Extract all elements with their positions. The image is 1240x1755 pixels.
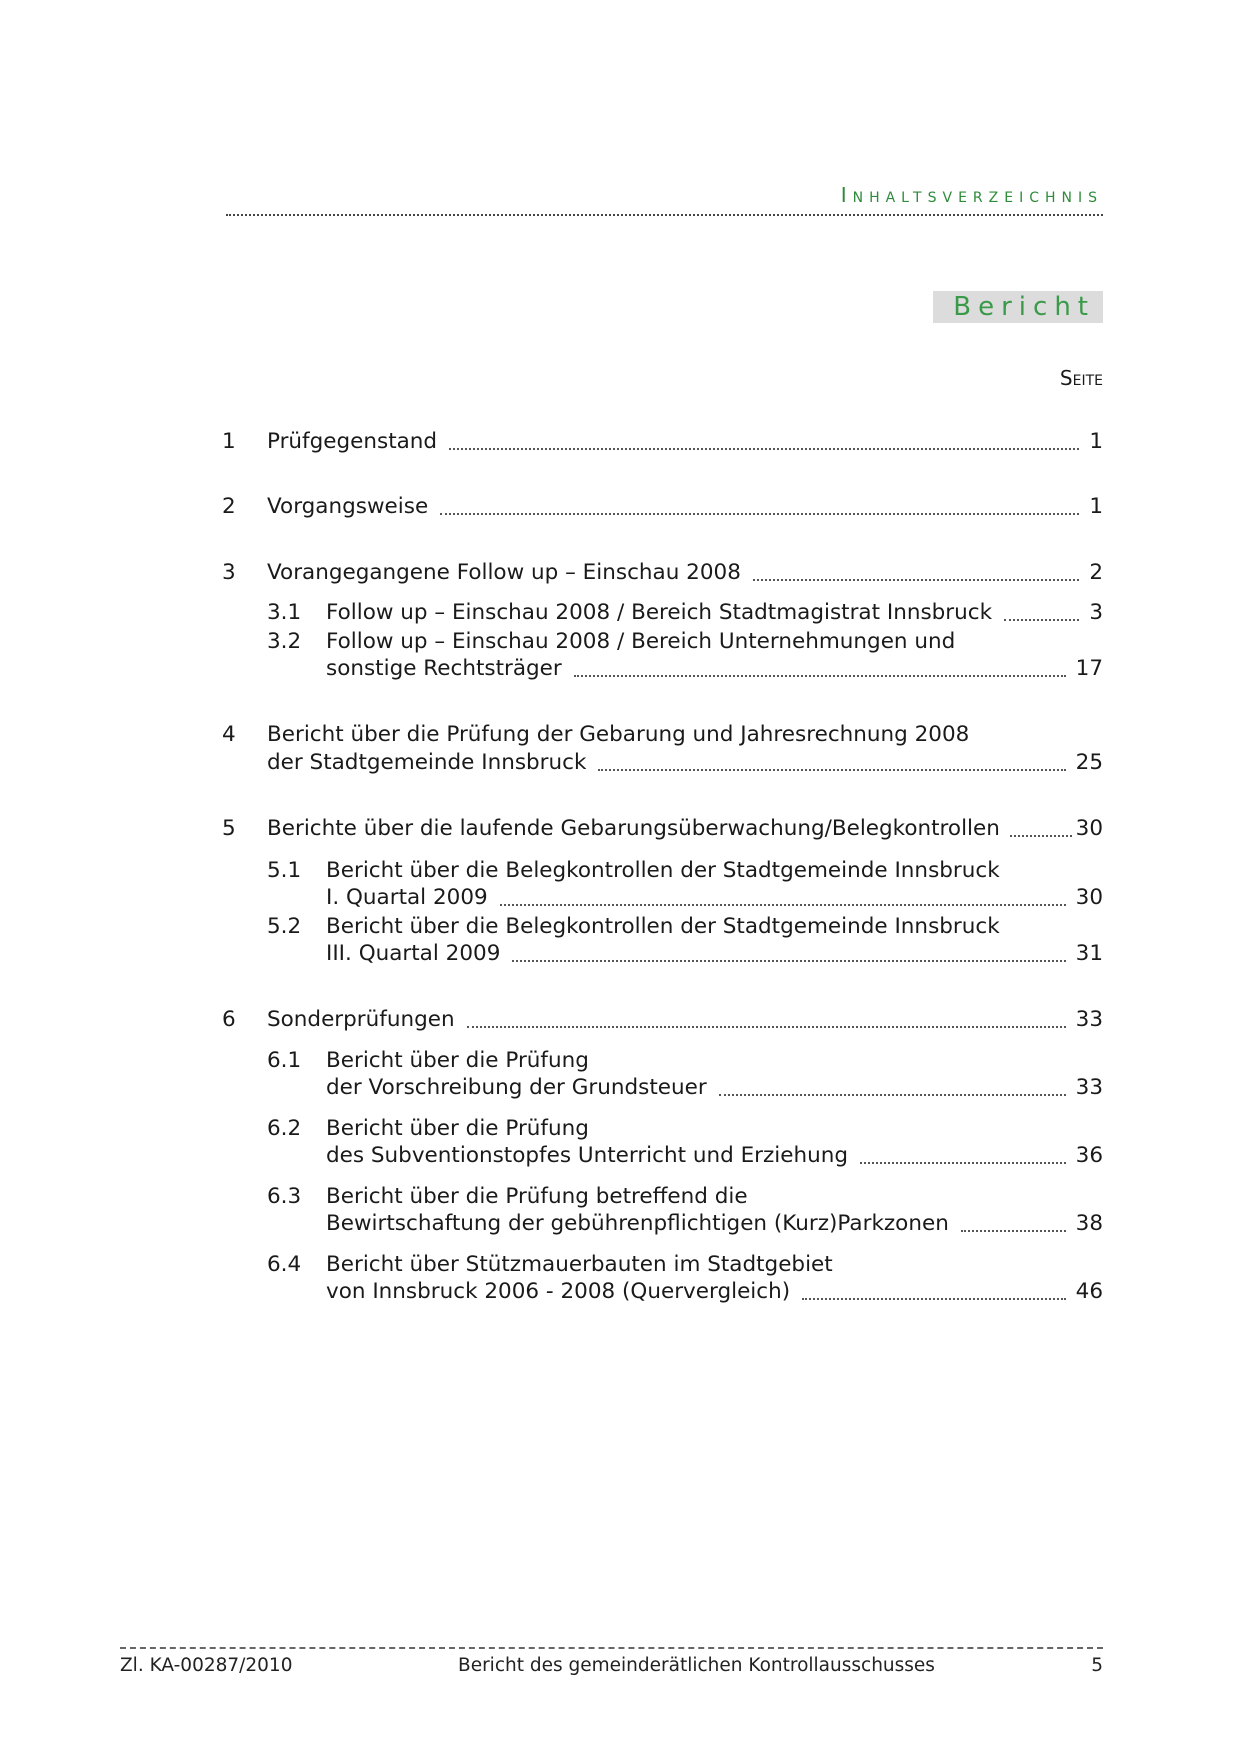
toc-page: 36 bbox=[1075, 1143, 1103, 1168]
section-label: Bericht bbox=[933, 291, 1103, 323]
footer-reference: Zl. KA-00287/2010 bbox=[120, 1655, 293, 1676]
toc-title-line-1: Bericht über die Prüfung bbox=[326, 1116, 589, 1141]
toc-entry-4 bbox=[222, 721, 1103, 749]
toc-leader bbox=[719, 1074, 1066, 1096]
toc-leader bbox=[598, 749, 1065, 771]
toc-leader bbox=[500, 884, 1066, 906]
toc-entry-6-3 bbox=[222, 1183, 1103, 1211]
toc-title-line-2: I. Quartal 2009 bbox=[326, 885, 488, 910]
toc-title: Follow up – Einschau 2008 / Bereich Stadtmagistrat Innsbruck bbox=[326, 600, 993, 625]
toc-leader bbox=[449, 428, 1079, 450]
toc-number: 6.1 bbox=[267, 1048, 302, 1073]
toc-number: 5.1 bbox=[267, 858, 302, 883]
toc-title-line-2: des Subventionstopfes Unterricht und Erziehung bbox=[326, 1143, 849, 1168]
toc-title: Sonderprüfungen bbox=[267, 1007, 455, 1032]
toc-leader bbox=[574, 655, 1066, 677]
toc-entry-3-1 bbox=[222, 599, 1103, 627]
page-column-label: Seite bbox=[1059, 366, 1103, 390]
toc-leader bbox=[753, 559, 1079, 581]
toc-page: 30 bbox=[1075, 885, 1103, 910]
toc-entry-3-2 bbox=[222, 628, 1103, 656]
toc-leader bbox=[802, 1278, 1066, 1300]
toc-title-line-2: III. Quartal 2009 bbox=[326, 941, 501, 966]
toc-leader bbox=[860, 1142, 1066, 1164]
toc-entry-2 bbox=[222, 493, 1103, 521]
toc-leader bbox=[440, 493, 1079, 515]
toc-title: Vorgangsweise bbox=[267, 494, 429, 519]
toc-number: 3.2 bbox=[267, 629, 302, 654]
toc-title-line-1: Bericht über die Belegkontrollen der Stadtgemeinde Innsbruck bbox=[326, 858, 1000, 883]
toc-entry-6 bbox=[222, 1006, 1103, 1034]
toc-page: 2 bbox=[1089, 560, 1103, 585]
toc-leader bbox=[1004, 599, 1079, 621]
toc-title: Prüfgegenstand bbox=[267, 429, 438, 454]
toc-page: 46 bbox=[1075, 1279, 1103, 1304]
toc-entry-6-4 bbox=[222, 1251, 1103, 1279]
toc-number: 6.2 bbox=[267, 1116, 302, 1141]
toc-title-line-2: von Innsbruck 2006 - 2008 (Quervergleich) bbox=[326, 1279, 791, 1304]
toc-page: 17 bbox=[1075, 656, 1103, 681]
footer-page-number: 5 bbox=[1091, 1655, 1103, 1676]
toc-page: 25 bbox=[1075, 750, 1103, 775]
toc-entry-1 bbox=[222, 428, 1103, 456]
toc-number: 6 bbox=[222, 1007, 236, 1032]
footer-title: Bericht des gemeinderätlichen Kontrollausschusses bbox=[458, 1655, 935, 1676]
toc-entry-6-1-cont bbox=[222, 1074, 1103, 1102]
toc-leader bbox=[1010, 815, 1072, 837]
toc-entry-6-1 bbox=[222, 1047, 1103, 1075]
page-header-title: Inhaltsverzeichnis bbox=[840, 183, 1103, 207]
toc-page: 1 bbox=[1089, 429, 1103, 454]
toc-title-line-2: der Vorschreibung der Grundsteuer bbox=[326, 1075, 707, 1100]
toc-entry-3-2-cont bbox=[222, 655, 1103, 683]
header-divider bbox=[226, 214, 1103, 216]
toc-number: 6.4 bbox=[267, 1252, 302, 1277]
toc-number: 3.1 bbox=[267, 600, 302, 625]
toc-number: 1 bbox=[222, 429, 236, 454]
toc-entry-5 bbox=[222, 815, 1103, 843]
toc-title-line-2: Bewirtschaftung der gebührenpflichtigen (Kurz)Parkzonen bbox=[326, 1211, 949, 1236]
toc-title-line-2: sonstige Rechtsträger bbox=[326, 656, 562, 681]
toc-page: 38 bbox=[1075, 1211, 1103, 1236]
toc-entry-6-4-cont bbox=[222, 1278, 1103, 1306]
toc-title: Berichte über die laufende Gebarungsüberwachung/Belegkontrollen bbox=[267, 816, 1000, 841]
toc-number: 5 bbox=[222, 816, 236, 841]
toc-number: 3 bbox=[222, 560, 236, 585]
toc-title-line-1: Follow up – Einschau 2008 / Bereich Unternehmungen und bbox=[326, 629, 956, 654]
toc-page: 30 bbox=[1075, 816, 1103, 841]
toc-title-line-1: Bericht über die Prüfung betreffend die bbox=[326, 1184, 748, 1209]
toc-entry-6-3-cont bbox=[222, 1210, 1103, 1238]
toc-entry-4-cont bbox=[222, 749, 1103, 777]
toc-entry-5-2-cont bbox=[222, 940, 1103, 968]
toc-page: 33 bbox=[1075, 1075, 1103, 1100]
toc-title-line-1: Bericht über Stützmauerbauten im Stadtgebiet bbox=[326, 1252, 833, 1277]
toc-page: 33 bbox=[1075, 1007, 1103, 1032]
toc-title-line-1: Bericht über die Prüfung der Gebarung und Jahresrechnung 2008 bbox=[267, 722, 970, 747]
toc-leader bbox=[961, 1210, 1066, 1232]
toc-number: 4 bbox=[222, 722, 236, 747]
toc-title-line-1: Bericht über die Prüfung bbox=[326, 1048, 589, 1073]
toc-page: 3 bbox=[1089, 600, 1103, 625]
toc-entry-6-2-cont bbox=[222, 1142, 1103, 1170]
toc-page: 31 bbox=[1075, 941, 1103, 966]
footer-divider bbox=[120, 1647, 1103, 1649]
toc-entry-5-2 bbox=[222, 913, 1103, 941]
toc-number: 5.2 bbox=[267, 914, 302, 939]
toc-number: 6.3 bbox=[267, 1184, 302, 1209]
toc-entry-3 bbox=[222, 559, 1103, 587]
toc-title-line-1: Bericht über die Belegkontrollen der Stadtgemeinde Innsbruck bbox=[326, 914, 1000, 939]
toc-title: Vorangegangene Follow up – Einschau 2008 bbox=[267, 560, 741, 585]
toc-entry-6-2 bbox=[222, 1115, 1103, 1143]
toc-number: 2 bbox=[222, 494, 236, 519]
toc-leader bbox=[512, 940, 1065, 962]
toc-entry-5-1-cont bbox=[222, 884, 1103, 912]
toc-entry-5-1 bbox=[222, 857, 1103, 885]
toc-leader bbox=[467, 1006, 1066, 1028]
toc-page: 1 bbox=[1089, 494, 1103, 519]
toc-title-line-2: der Stadtgemeinde Innsbruck bbox=[267, 750, 587, 775]
